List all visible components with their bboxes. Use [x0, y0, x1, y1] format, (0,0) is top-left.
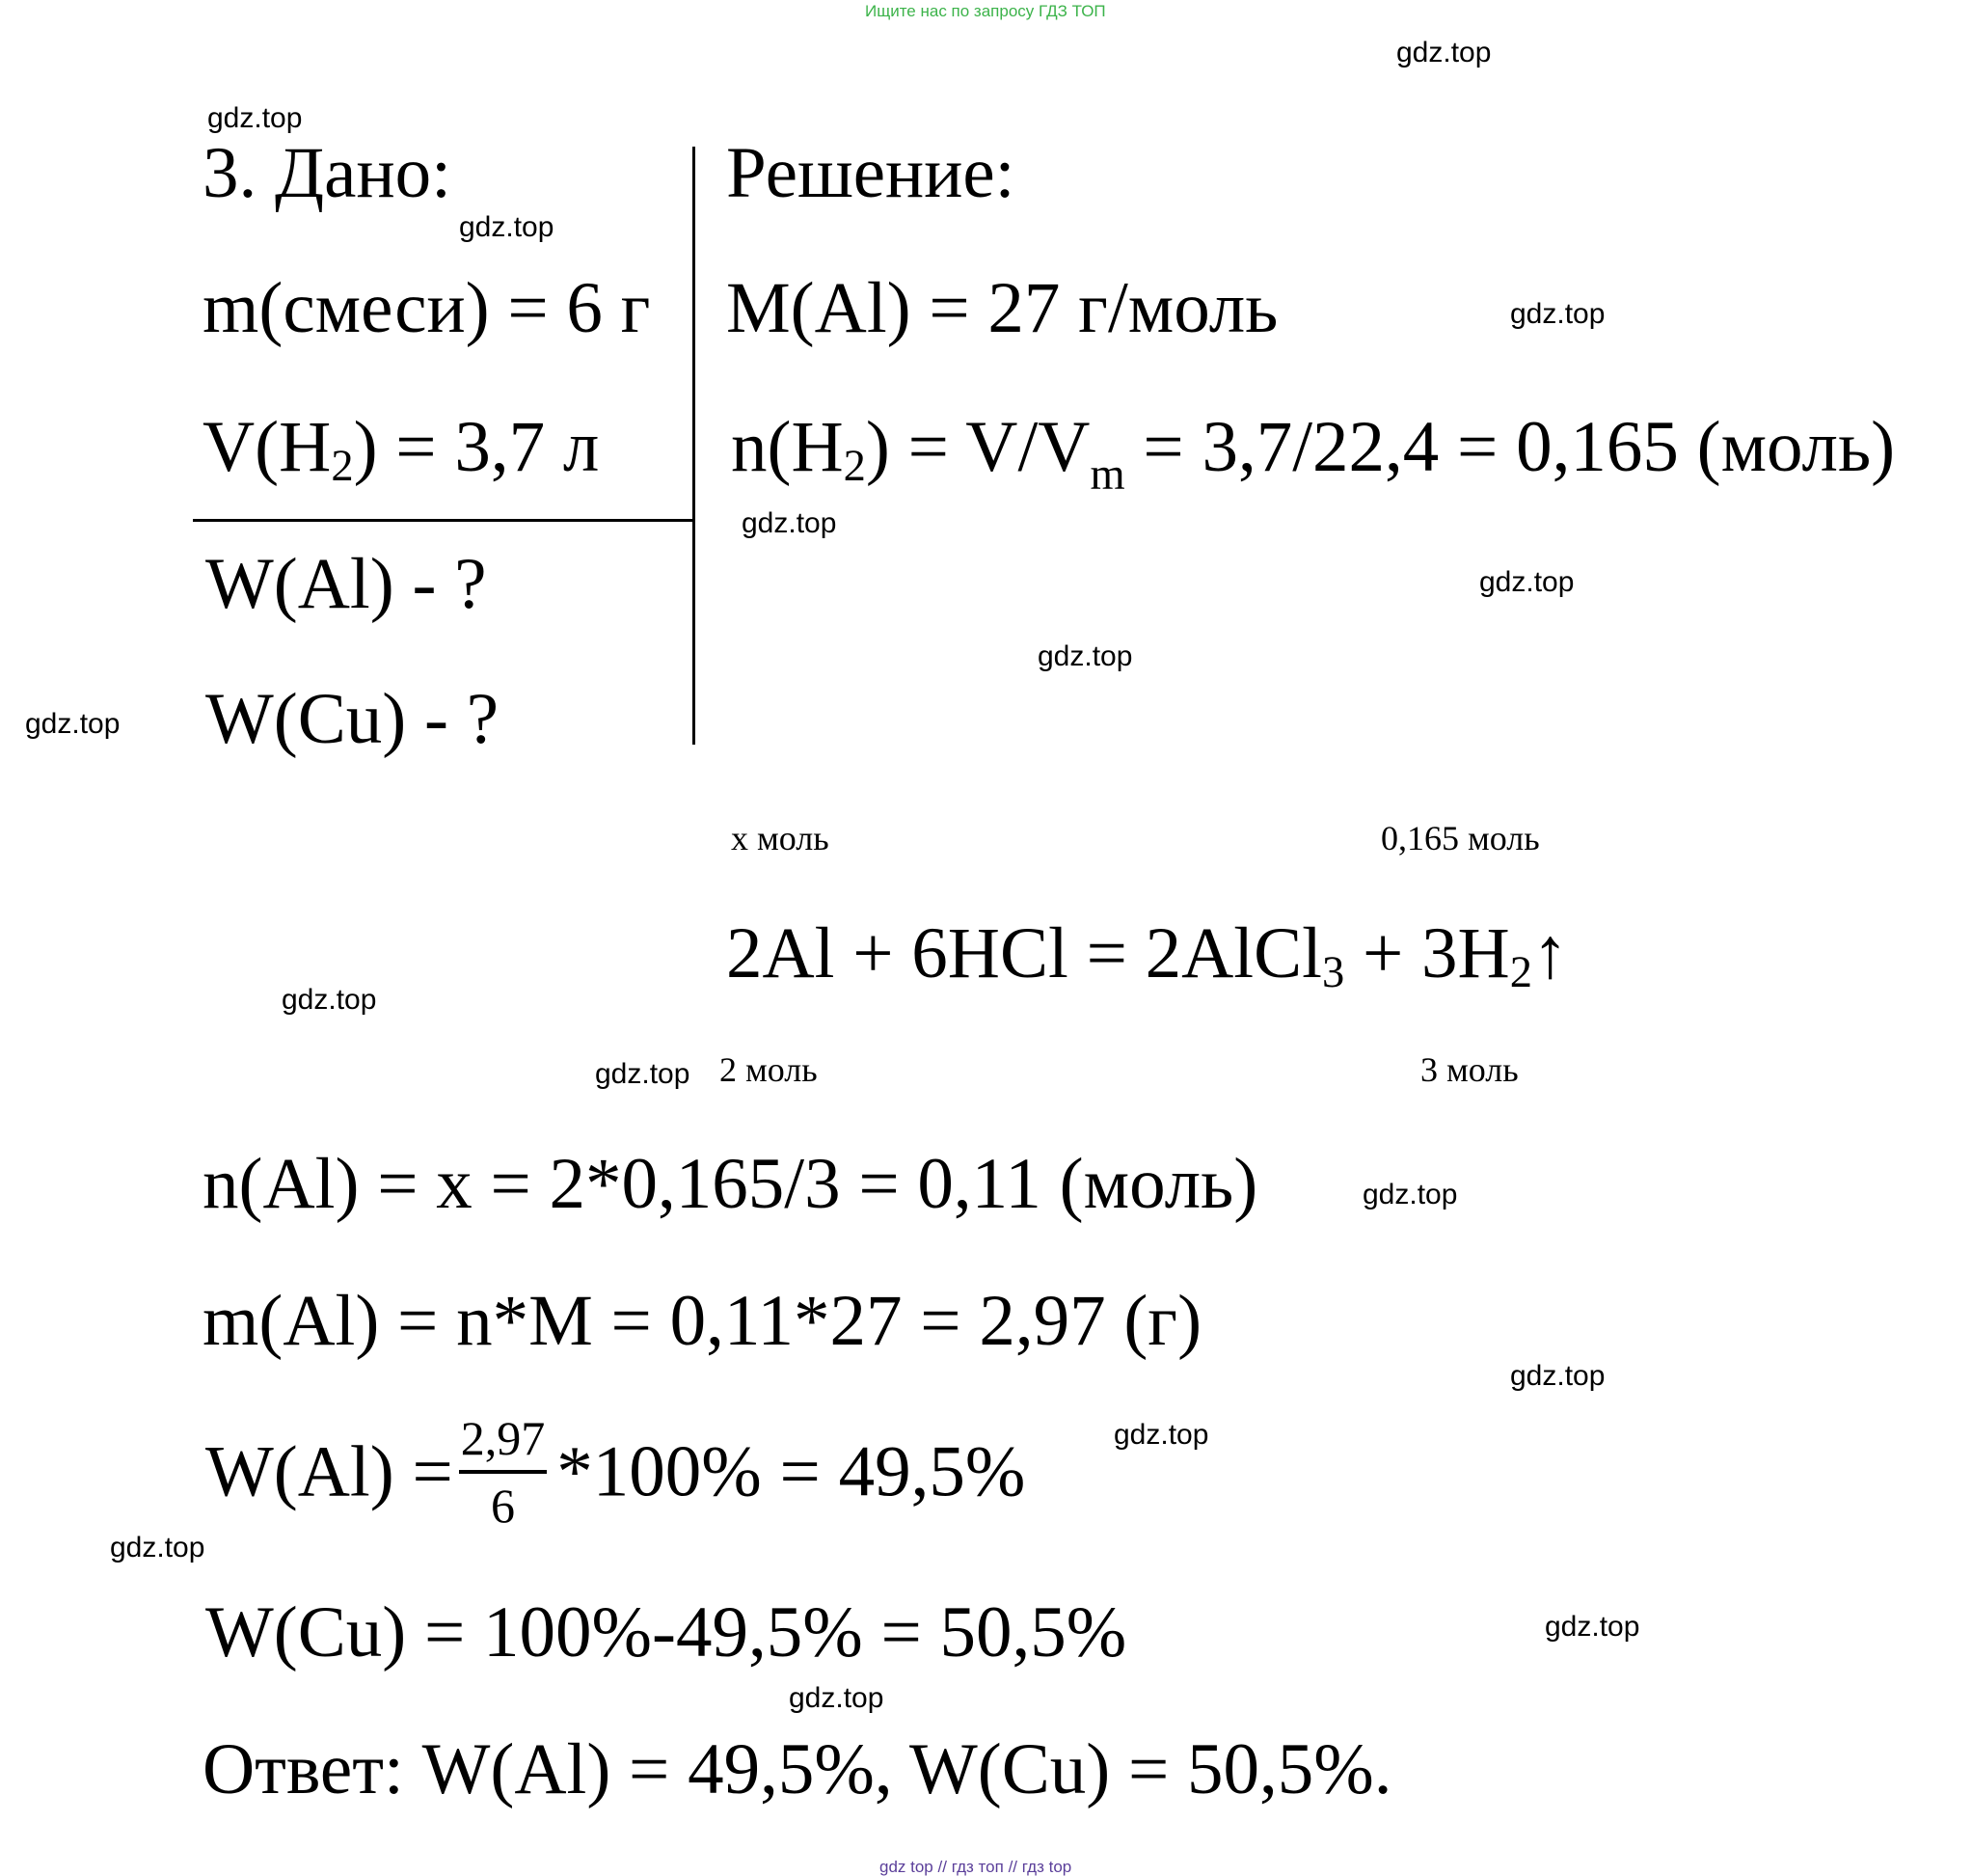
footer-separator: //: [937, 1858, 947, 1876]
moles-h2: $n(H_2) = V/V_m = 3,7/22,4 = 0,165$ (моль): [731, 407, 1896, 500]
watermark: gdz.top: [282, 984, 377, 1016]
footer-link-gdz-top[interactable]: gdz top: [879, 1858, 933, 1876]
search-hint-link[interactable]: Ищите нас по запросу ГДЗ ТОП: [865, 2, 1106, 20]
footer-separator: //: [1008, 1858, 1018, 1876]
watermark: gdz.top: [207, 102, 303, 134]
watermark: gdz.top: [1545, 1611, 1640, 1643]
reaction-below-al: 2 моль: [719, 1050, 818, 1089]
solution-header: Решение:: [726, 133, 1015, 213]
fraction-cu: W(Cu) = 100%-49,5% = 50,5%: [205, 1592, 1127, 1672]
reaction-equation: 2Al + 6HCl = 2AlCl$_3$ + $3H_2↑$: [726, 913, 1569, 998]
molar-mass-al: M(Al) = 27 г/моль: [726, 268, 1279, 348]
mass-al: m(Al) = n*M = 0,11*27 = 2,97 (г): [203, 1281, 1202, 1361]
find-w-al: W(Al) - ?: [205, 544, 487, 624]
footer-link-gdz-top-ru[interactable]: гдз топ: [951, 1858, 1004, 1876]
given-mass-mixture: m(смеси) = 6 г: [203, 268, 651, 348]
fraction: $\frac{2,97}{6}$: [460, 1411, 546, 1533]
watermark: gdz.top: [742, 507, 837, 539]
reaction-below-h2: 3 моль: [1420, 1050, 1519, 1089]
watermark: gdz.top: [789, 1682, 884, 1714]
footer-links: [879, 1859, 1071, 1875]
watermark: gdz.top: [1479, 566, 1575, 598]
fraction-al: W(Al) = $\frac{2,97}{6}$ *100% = 49,5%: [205, 1411, 1026, 1533]
watermark: gdz.top: [595, 1058, 690, 1090]
watermark: gdz.top: [1510, 298, 1606, 330]
moles-al: n(Al) = x = 2*0,165/3 = 0,11 (моль): [203, 1144, 1258, 1224]
watermark: gdz.top: [1396, 37, 1492, 68]
watermark: gdz.top: [1038, 640, 1133, 672]
watermark: gdz.top: [459, 211, 554, 243]
given-divider-horizontal: [193, 519, 692, 522]
answer: Ответ: W(Al) = 49,5%, W(Cu) = 50,5%.: [203, 1729, 1392, 1809]
given-divider-vertical: [692, 147, 695, 745]
reaction-above-al: х моль: [731, 819, 829, 857]
find-w-cu: W(Cu) - ?: [205, 679, 500, 759]
watermark: gdz.top: [1114, 1419, 1209, 1451]
given-header: 3. Дано:: [203, 133, 451, 213]
watermark: gdz.top: [1510, 1360, 1606, 1392]
given-volume-h2: $V(H_2) = 3,7$ л: [203, 407, 600, 492]
footer-link-gdz-top-mixed[interactable]: гдз top: [1021, 1858, 1072, 1876]
watermark: gdz.top: [1363, 1179, 1458, 1210]
watermark: gdz.top: [110, 1532, 205, 1563]
watermark: gdz.top: [25, 708, 121, 740]
reaction-above-h2: 0,165 моль: [1381, 819, 1540, 857]
